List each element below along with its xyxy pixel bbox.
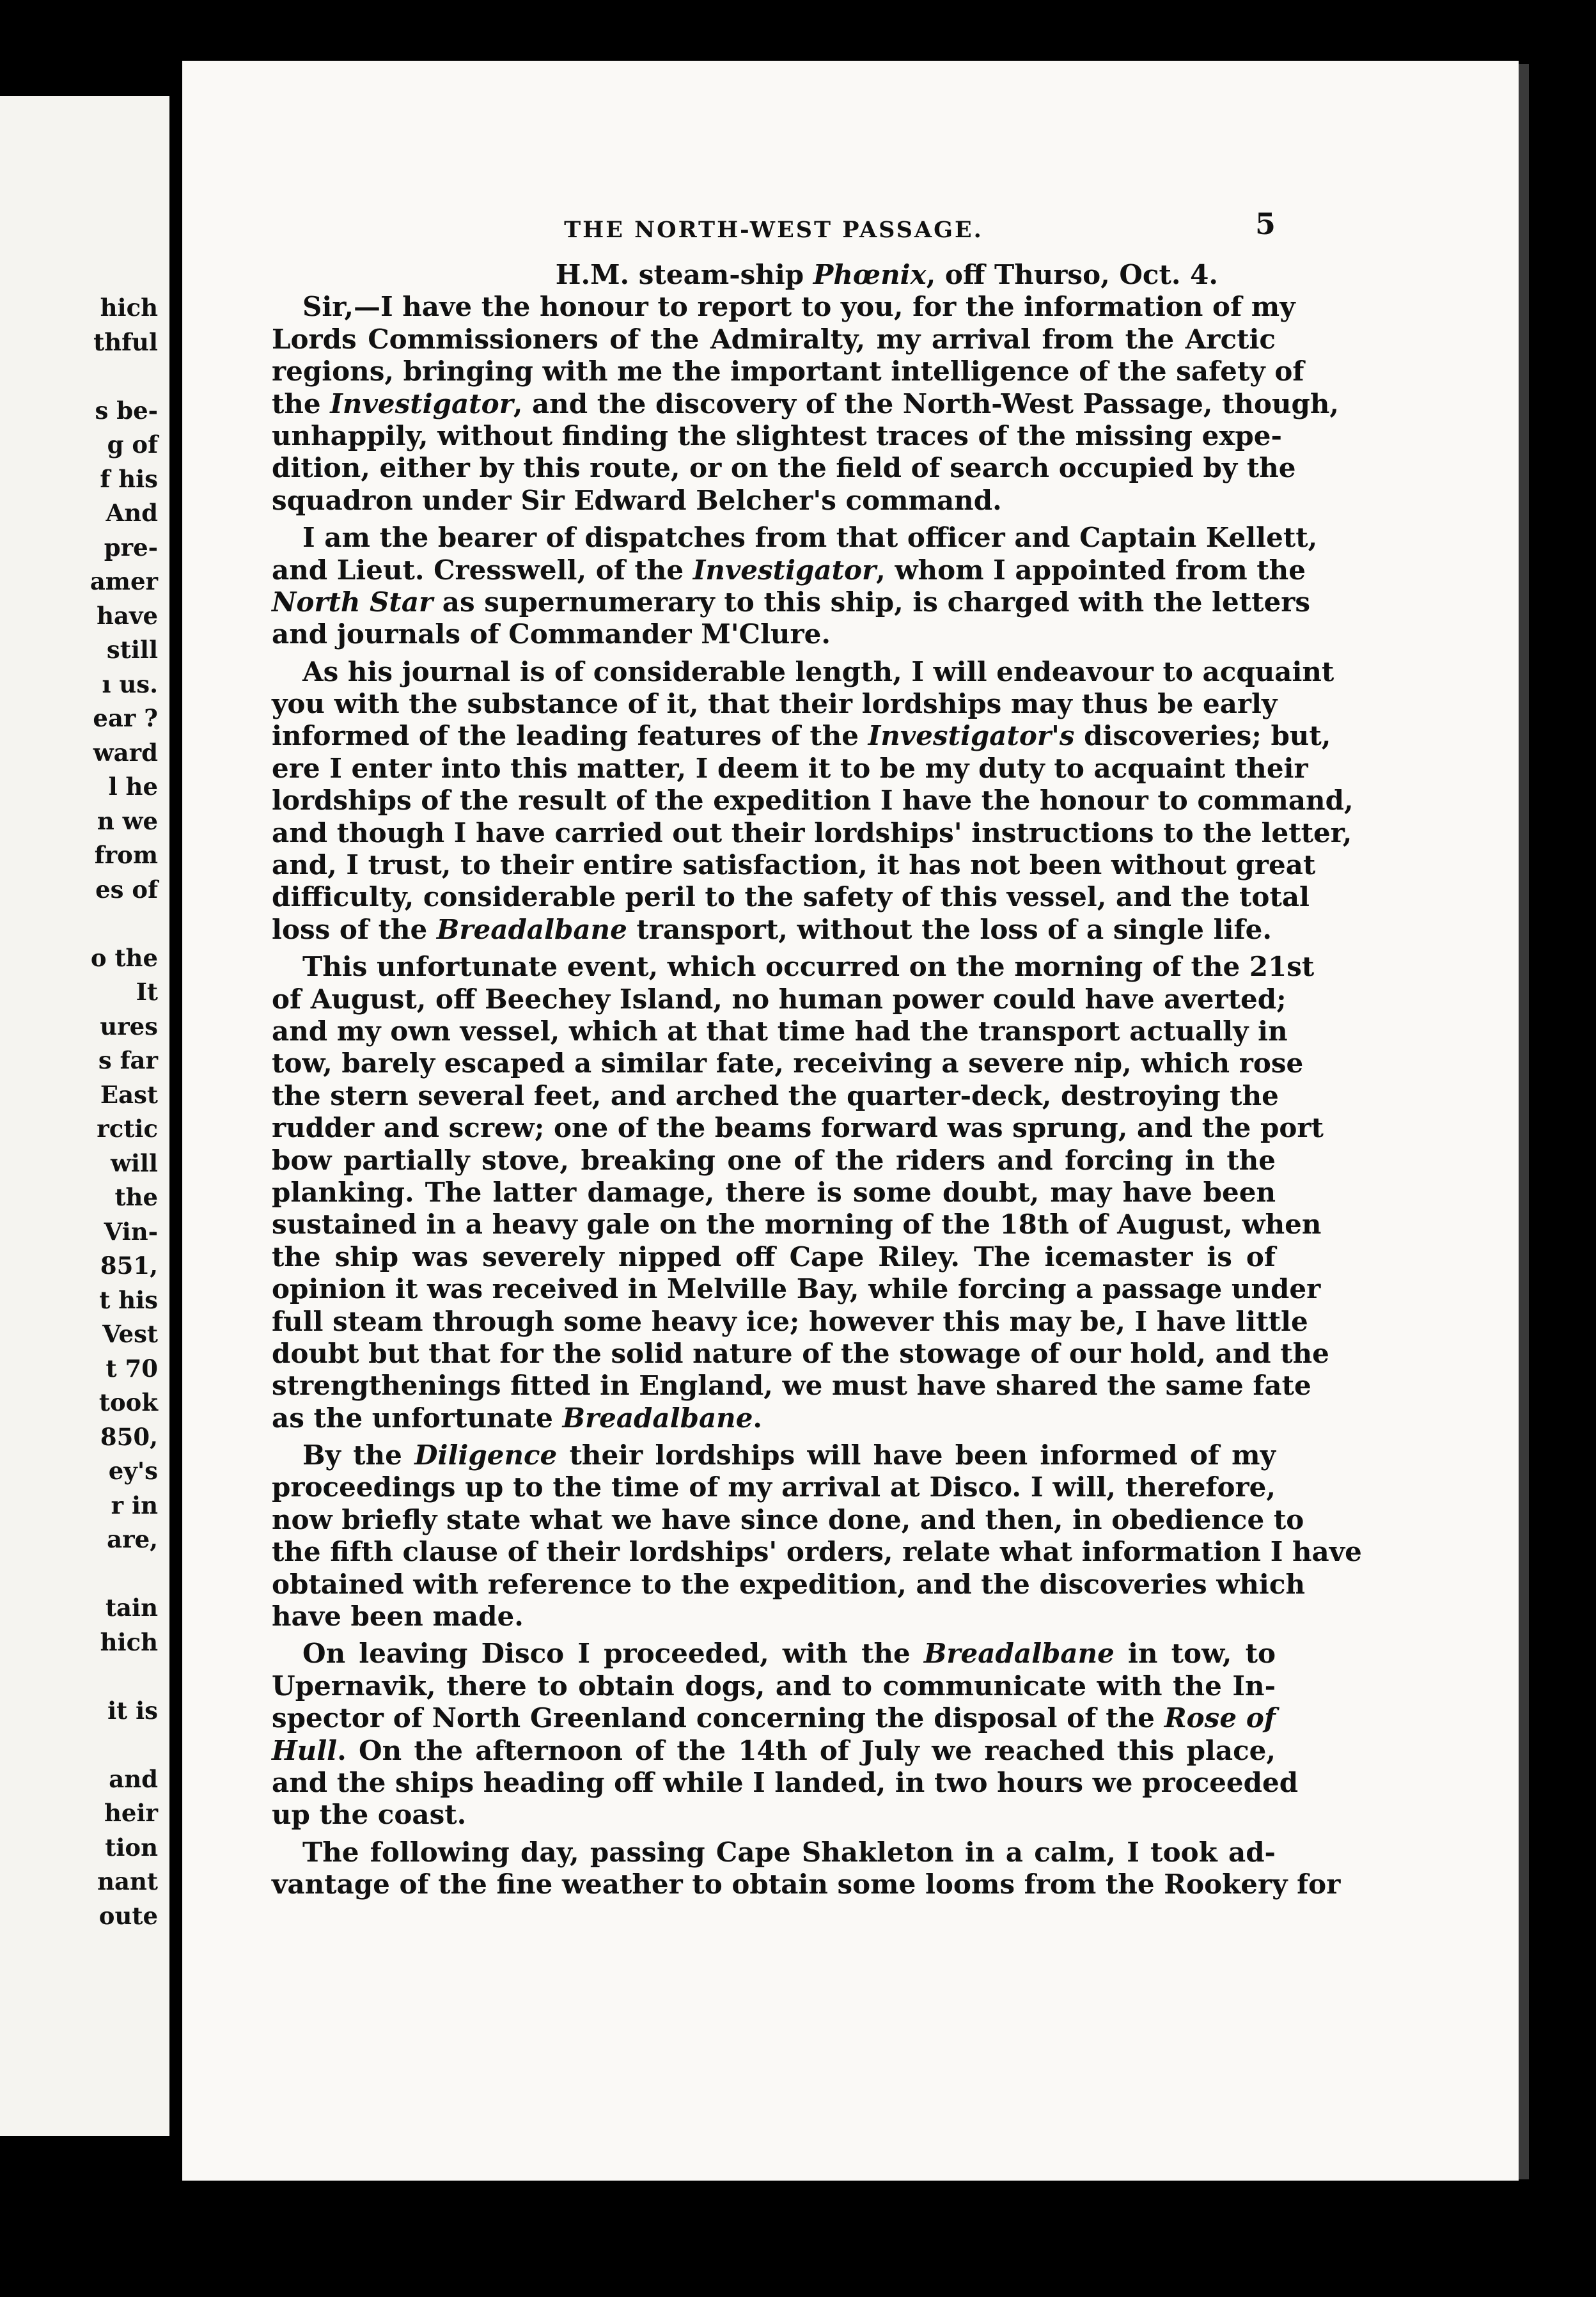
text-segment: informed of the leading features of the [272,720,868,752]
left-page-line: amer [90,567,158,595]
text-segment: vantage of the fine weather to obtain some looms from the Rookery for [272,1869,1341,1901]
text-line [272,1112,1324,1144]
letter-body [272,291,1362,1901]
text-segment: and though I have carried out their lordships' instructions to the letter, [272,817,1352,849]
text-segment: now briefly state what we have since done, and then, in obedience to [272,1503,1304,1535]
text-line [272,881,1310,913]
left-page-line: 851, [100,1251,158,1280]
page-number: 5 [1255,207,1276,241]
book-gutter [169,96,182,2136]
left-page-line: f his [100,464,158,493]
left-page-line [0,359,158,394]
page-text-block [272,207,1362,1901]
text-line [272,1015,1288,1047]
left-page-line: o the [90,943,158,972]
text-line [272,688,1276,720]
text-line [272,1568,1305,1601]
text-segment: opinion it was received in Melville Bay, while forcing a passage under [272,1273,1321,1305]
text-segment: of August, off Beechey Island, no human power could have averted; [272,983,1287,1015]
text-line [272,522,1318,554]
dateline-text: , off Thurso, Oct. 4. [926,259,1218,290]
text-line [272,419,1282,452]
left-page-line: t 70 [106,1354,158,1383]
text-line [272,1735,1276,1767]
left-page-line: will [110,1148,158,1177]
text-line [272,1869,1341,1901]
text-line [272,1241,1276,1273]
text-segment: proceedings up to the time of my arrival at Disco. I will, therefore, [272,1471,1276,1503]
text-segment: have been made. [272,1601,524,1633]
text-segment: you with the substance of it, that their lordships may thus be early [272,688,1278,720]
italic-name: North Star [272,586,434,618]
left-page-line: It [136,978,158,1006]
left-page-line: hich [100,1627,158,1656]
italic-name: Investigator [692,554,877,586]
text-line [272,983,1287,1015]
text-segment: As his journal is of considerable length, I will endeavour to acquaint [302,655,1334,687]
text-line [272,1670,1276,1702]
left-page-line: n we [97,806,158,835]
text-segment: dition, either by this route, or on the field of search occupied by the [272,452,1296,484]
text-line [272,1177,1276,1209]
ship-name: Phœnix [813,259,927,290]
left-page-line: thful [93,327,158,356]
text-segment: bow partially stove, breaking one of the riders and forcing in the [272,1144,1276,1176]
paragraph-gap [272,1831,1276,1837]
left-page-line: ı us. [102,670,158,698]
text-segment: their lordships will have been informed of my [557,1439,1276,1471]
text-segment: This unfortunate event, which occurred on the morning of the 21st [302,951,1315,983]
text-line [272,291,1295,323]
italic-name: Investigator's [868,720,1075,752]
text-segment: transport, without the loss of a single life. [627,913,1272,945]
text-line [272,1503,1304,1536]
text-segment: the [272,388,331,419]
text-segment: Lords Commissioners of the Admiralty, my arrival from the Arctic [272,323,1276,355]
paragraph-gap [272,946,1276,951]
text-segment: as the unfortunate [272,1402,563,1434]
text-line [272,554,1306,586]
text-segment: and journals of Commander M'Clure. [272,618,831,650]
left-page-line: ures [100,1012,158,1040]
text-segment: in tow, to [1114,1638,1276,1670]
left-page-fragment [0,96,169,2136]
text-line [272,752,1308,785]
text-segment: By the [302,1439,415,1471]
left-page-line: r in [111,1491,158,1519]
left-page-text-fragments [0,291,158,1933]
text-segment: and my own vessel, which at that time had the transport actually in [272,1015,1288,1047]
text-segment: The following day, passing Cape Shakleton in a calm, I took ad- [302,1836,1276,1868]
text-line [272,1305,1308,1338]
text-segment: and the ships heading off while I landed, in two hours we proceeded [272,1766,1299,1798]
text-line [272,452,1296,484]
text-line [272,1702,1276,1734]
text-line [272,324,1276,356]
text-line [272,1209,1322,1241]
text-segment: lordships of the result of the expedition I have the honour to command, [272,785,1354,817]
left-page-line: and [109,1764,158,1793]
left-page-line: tain [105,1594,158,1622]
left-page-line: Vest [102,1320,158,1348]
text-segment: as supernumerary to this ship, is charged with the letters [433,586,1311,618]
left-page-line: East [100,1080,158,1109]
text-line [272,849,1316,881]
text-segment: rudder and screw; one of the beams forward was sprung, and the port [272,1112,1324,1144]
text-segment: Sir,—I have the honour to report to you, for the information of my [302,291,1295,323]
paragraph-gap [272,517,1276,522]
text-line [272,1273,1321,1305]
left-page-line: it is [107,1696,158,1725]
text-line [272,914,1276,946]
running-head [272,208,1276,259]
left-page-line: 850, [100,1422,158,1451]
text-line [272,1337,1329,1370]
text-segment: discoveries; but, [1074,720,1331,752]
left-page-line [0,1728,158,1762]
text-segment: I am the bearer of dispatches from that officer and Captain Kellett, [302,522,1318,554]
text-segment: doubt but that for the solid nature of the stowage of our hold, and the [272,1337,1329,1369]
text-line [272,1370,1311,1402]
italic-name: Diligence [414,1439,558,1471]
text-segment: tow, barely escaped a similar fate, receiving a severe nip, which rose [272,1047,1304,1079]
text-line [272,1638,1276,1670]
text-segment: , whom I appointed from the [876,554,1306,586]
paragraph-gap [272,1434,1276,1439]
text-segment: the stern several feet, and arched the quarter-deck, destroying the [272,1079,1279,1111]
italic-name: Hull [272,1734,338,1766]
left-page-line [0,1659,158,1694]
left-page-line: s far [98,1046,158,1074]
left-page-line [0,907,158,941]
italic-name: Breadalbane [436,913,627,945]
left-page-line [0,1557,158,1592]
text-line [272,356,1304,388]
text-line [272,951,1315,983]
text-line [272,1145,1276,1177]
text-line [272,1079,1279,1112]
text-segment: Upernavik, there to obtain dogs, and to communicate with the In- [272,1670,1276,1702]
text-segment: difficulty, considerable peril to the safety of this vessel, and the total [272,881,1310,913]
text-line [272,586,1311,618]
left-page-line: nant [97,1867,158,1895]
text-line [272,720,1331,752]
left-page-line: oute [98,1901,158,1930]
text-line [272,1536,1362,1568]
left-page-line: l he [108,772,158,801]
text-segment: sustained in a heavy gale on the morning of the 18th of August, when [272,1209,1322,1241]
page-edge-shadow [1519,64,1529,2179]
text-line [272,1471,1276,1503]
left-page-line: s be- [95,396,158,425]
left-page-line: heir [104,1799,158,1827]
italic-name: Investigator [330,388,513,419]
text-line [272,1047,1304,1079]
text-line [272,1402,1276,1434]
paragraph-gap [272,651,1276,656]
left-page-line: took [98,1388,158,1416]
text-segment: unhappily, without finding the slightest traces of the missing expe- [272,419,1282,451]
text-line [272,1601,1276,1633]
text-segment: up the coast. [272,1799,467,1831]
text-segment: squadron under Sir Edward Belcher's command. [272,484,1002,516]
left-page-line: still [106,636,158,664]
left-page-line: es of [95,875,158,904]
italic-name: Rose of [1164,1702,1276,1734]
running-title: THE NORTH-WEST PASSAGE. [564,217,983,243]
italic-name: Breadalbane [562,1402,753,1434]
left-page-line: ear ? [93,704,158,732]
left-page-line: pre- [104,533,158,561]
text-segment: loss of the [272,913,437,945]
text-segment: regions, bringing with me the important intelligence of the safety of [272,356,1304,388]
left-page-line: t his [99,1285,158,1314]
text-line [272,618,1276,650]
text-segment: On leaving Disco I proceeded, with the [302,1638,924,1670]
left-page-line: ward [93,738,158,767]
text-segment: and Lieut. Cresswell, of the [272,554,693,586]
text-segment: . [753,1402,763,1434]
left-page-line: Vin- [104,1217,158,1246]
dateline-text: H.M. steam-ship [555,259,813,290]
text-line [272,785,1354,817]
text-line [272,655,1334,688]
text-segment: full steam through some heavy ice; however this may be, I have little [272,1305,1308,1337]
text-segment: . On the afternoon of the 14th of July we reached this place, [337,1734,1276,1766]
text-line [272,1837,1276,1869]
left-page-line: hich [100,294,158,322]
text-line [272,485,1276,517]
paragraph-gap [272,1633,1276,1638]
italic-name: Breadalbane [923,1638,1115,1670]
left-page-line: ey's [108,1457,158,1485]
left-page-line: from [94,841,158,869]
left-page-line: the [114,1183,158,1211]
text-segment: obtained with reference to the expedition, and the discoveries which [272,1568,1305,1600]
text-segment: the fifth clause of their lordships' orders, relate what information I have [272,1536,1362,1568]
letter-dateline [272,259,1276,291]
text-segment: strengthenings fitted in England, we must have shared the same fate [272,1370,1311,1402]
text-segment: , and the discovery of the North-West Passage, though, [513,388,1340,419]
left-page-line: g of [107,430,158,459]
text-segment: planking. The latter damage, there is some doubt, may have been [272,1176,1276,1208]
text-line [272,1799,1276,1831]
text-line [272,1439,1276,1471]
left-page-line: are, [107,1525,158,1553]
text-line [272,817,1352,849]
text-segment: spector of North Greenland concerning the disposal of the [272,1702,1164,1734]
text-line [272,1766,1299,1799]
left-page-line: And [106,499,158,527]
text-line [272,388,1340,420]
left-page-line: rctic [97,1115,158,1143]
left-page-line: tion [105,1833,158,1862]
text-segment: and, I trust, to their entire satisfaction, it has not been without great [272,849,1316,881]
text-segment: the ship was severely nipped off Cape Riley. The icemaster is of [272,1241,1276,1273]
text-segment: ere I enter into this matter, I deem it to be my duty to acquaint their [272,752,1308,784]
left-page-line: have [97,601,158,630]
